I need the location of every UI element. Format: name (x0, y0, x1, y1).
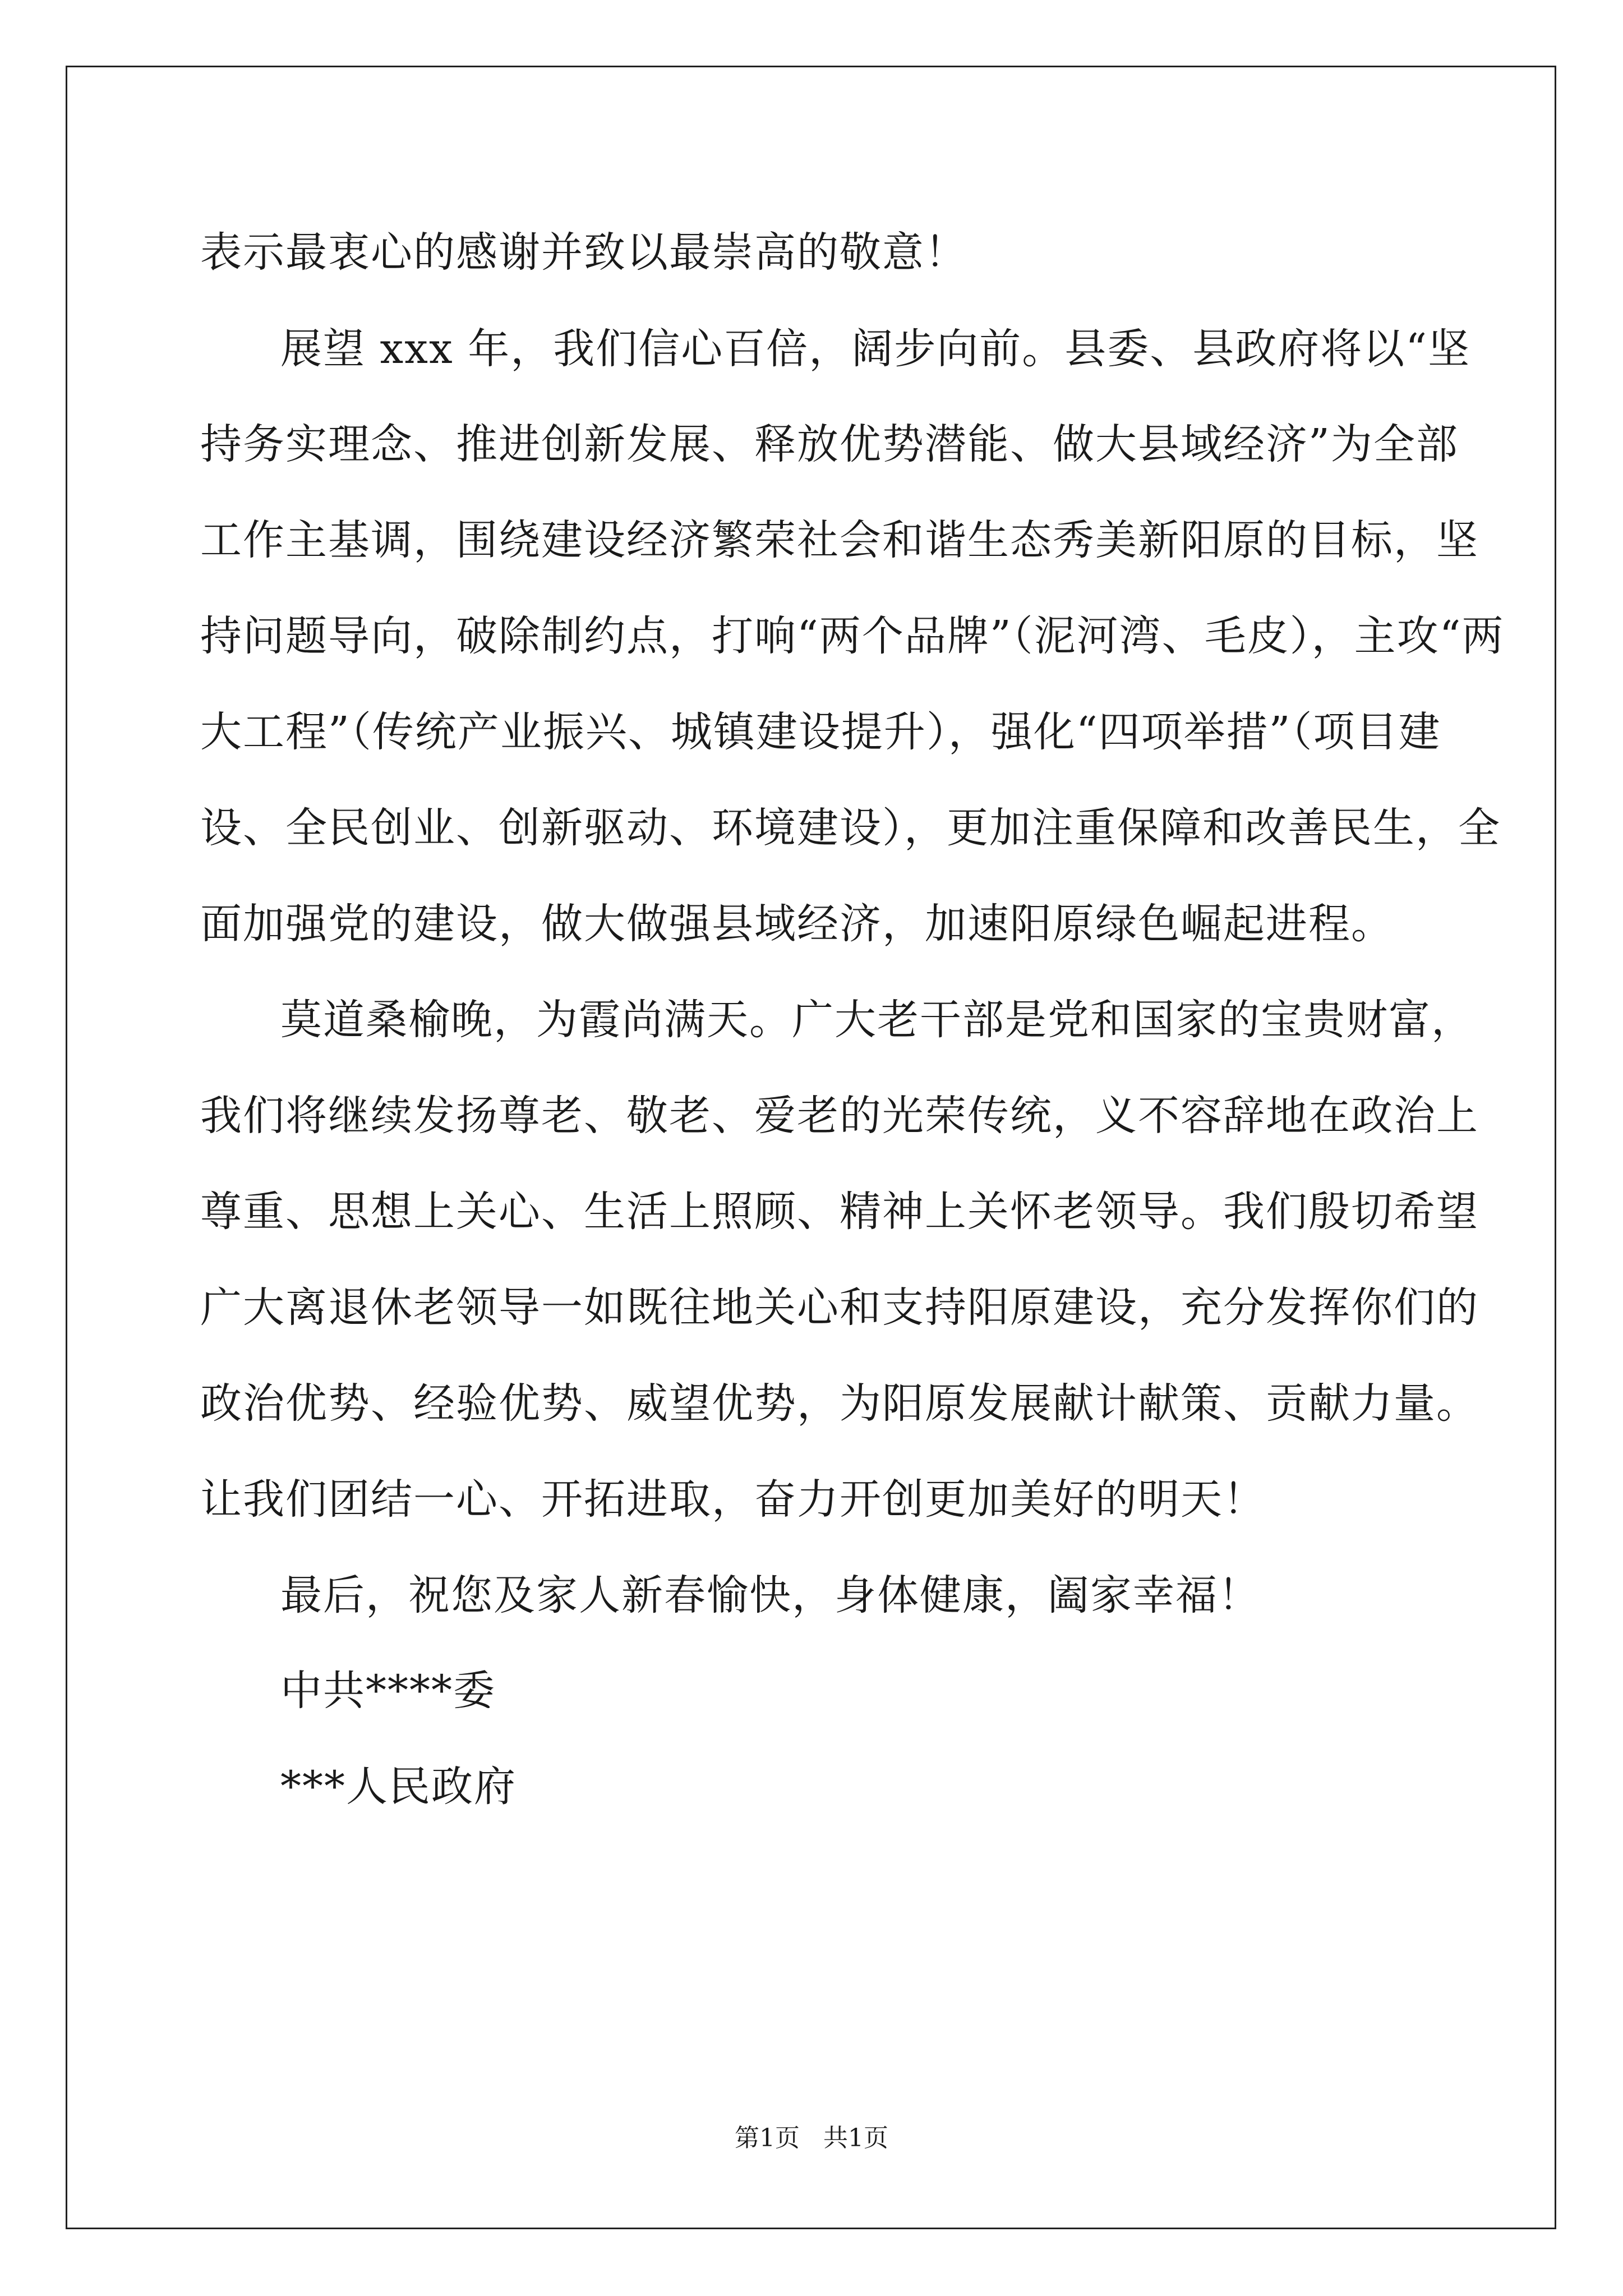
text-line: 大工程”（传统产业振兴、城镇建设提升），强化“四项举措”（项目建 (200, 708, 1441, 756)
text-line: 政治优势、经验优势、威望优势，为阳原发展献计献策、贡献力量。 (200, 1379, 1479, 1428)
signature-line: 中共****委 (280, 1667, 496, 1715)
page-border (66, 66, 1556, 2229)
text-line: 莫道桑榆晚，为霞尚满天。广大老干部是党和国家的宝贵财富， (280, 996, 1474, 1044)
text-line: 工作主基调，围绕建设经济繁荣社会和谐生态秀美新阳原的目标，坚 (200, 516, 1479, 564)
text-line: 设、全民创业、创新驱动、环境建设），更加注重保障和改善民生，全 (200, 804, 1501, 852)
signature-line: ***人民政府 (280, 1763, 517, 1811)
text-line: 持务实理念、推进创新发展、释放优势潜能、做大县域经济”为全部 (200, 420, 1459, 468)
text-line: 让我们团结一心、开拓进取，奋力开创更加美好的明天！ (200, 1475, 1266, 1524)
text-line: 我们将继续发扬尊老、敬老、爱老的光荣传统，义不容辞地在政治上 (200, 1092, 1479, 1140)
text-line: 最后，祝您及家人新春愉快，身体健康，阖家幸福！ (280, 1571, 1261, 1619)
text-line: 展望 xxx 年，我们信心百倍，阔步向前。县委、县政府将以“坚 (280, 325, 1471, 373)
text-line: 面加强党的建设，做大做强县域经济，加速阳原绿色崛起进程。 (200, 900, 1394, 948)
text-line: 持问题导向，破除制约点，打响“两个品牌”（泥河湾、毛皮），主攻“两 (200, 612, 1505, 660)
text-line: 表示最衷心的感谢并致以最崇高的敬意！ (200, 228, 967, 277)
page-footer: 第1页 共1页 (735, 2124, 888, 2152)
text-line: 广大离退休老领导一如既往地关心和支持阳原建设，充分发挥你们的 (200, 1283, 1479, 1332)
text-line: 尊重、思想上关心、生活上照顾、精神上关怀老领导。我们殷切希望 (200, 1188, 1479, 1236)
